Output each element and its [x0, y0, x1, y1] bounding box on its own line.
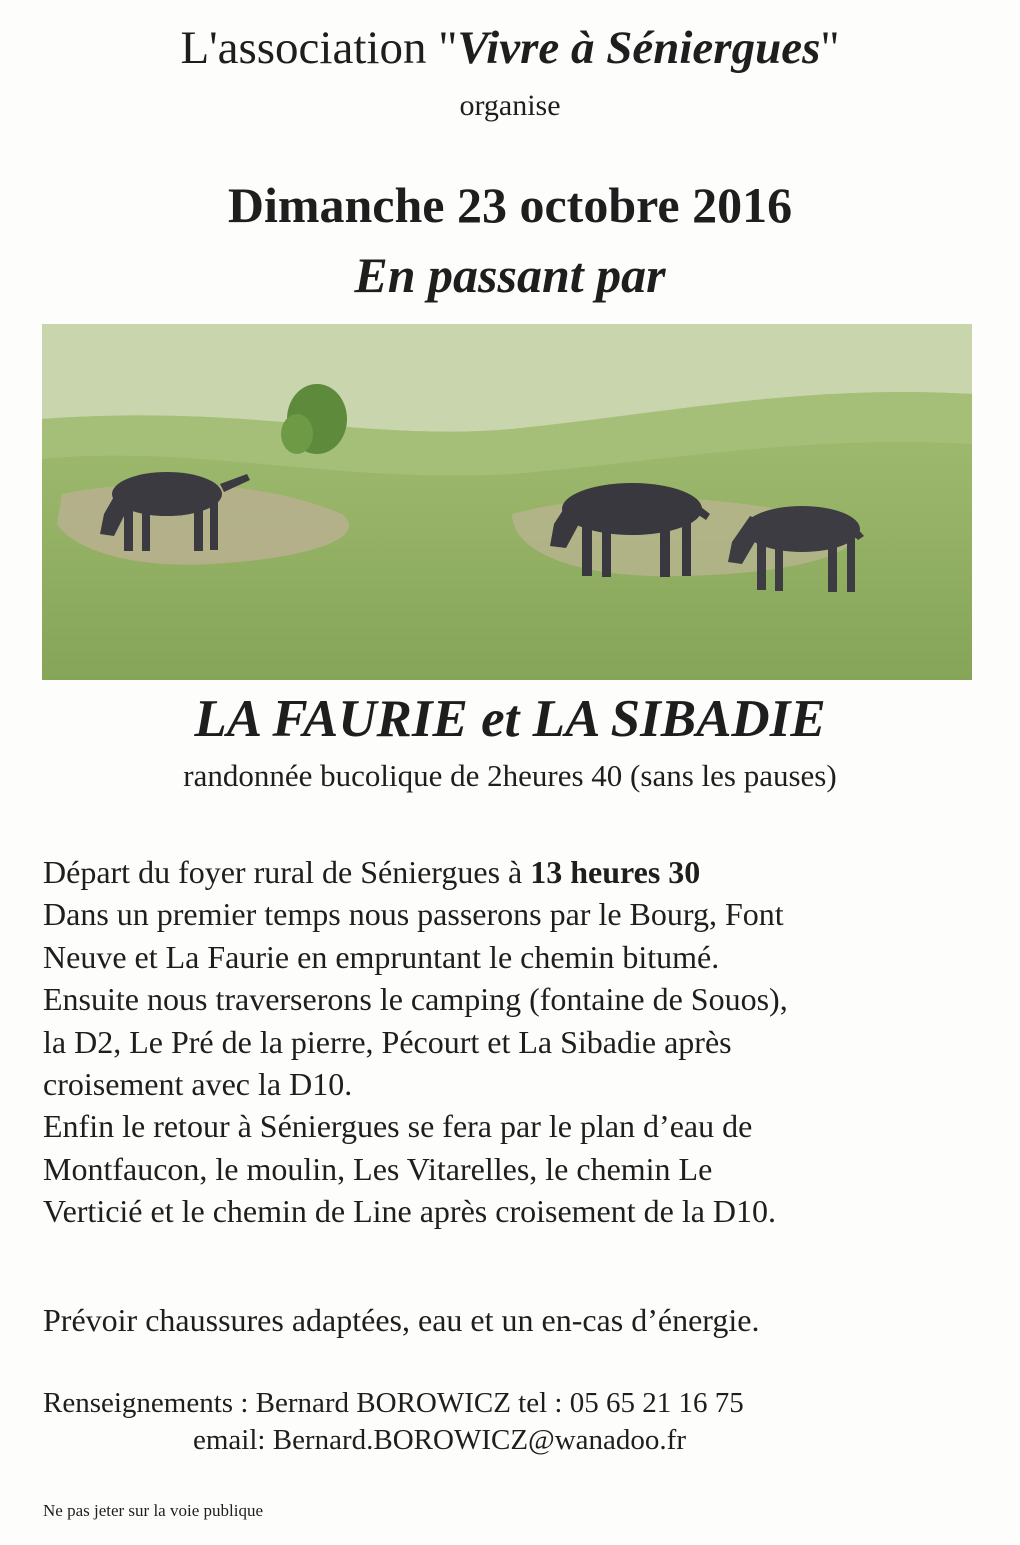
hike-description: randonnée bucolique de 2heures 40 (sans les pauses)	[183, 758, 837, 793]
details-line: Montfaucon, le moulin, Les Vitarelles, le chemin Le	[43, 1150, 713, 1187]
title-suffix: "	[820, 22, 840, 74]
equipment-advice: Prévoir chaussures adaptées, eau et un en-cas d’énergie.	[43, 1302, 760, 1338]
association-title	[0, 18, 1020, 78]
departure-text: Départ du foyer rural de Séniergues à	[43, 854, 531, 890]
contact-email: email: Bernard.BOROWICZ@wanadoo.fr	[193, 1424, 686, 1456]
contact-info: Renseignements : Bernard BOROWICZ tel : 05 65 21 16 75	[43, 1387, 744, 1419]
details-line: Enfin le retour à Séniergues se fera par le plan d’eau de	[43, 1108, 753, 1145]
donkeys-photo	[42, 324, 972, 680]
details-line: croisement avec la D10.	[43, 1065, 353, 1102]
details-line: Dans un premier temps nous passerons par le Bourg, Font	[43, 896, 784, 933]
details-line: Ensuite nous traverserons le camping (fontaine de Souos),	[43, 981, 788, 1018]
title-prefix: L'association "	[180, 22, 458, 74]
departure-time: 13 heures 30	[530, 854, 701, 890]
event-date: Dimanche 23 octobre 2016	[227, 177, 793, 233]
details-line: la D2, Le Pré de la pierre, Pécourt et La Sibadie après	[43, 1023, 732, 1060]
departure-line	[43, 851, 1003, 893]
bush-small	[281, 414, 313, 454]
details-line: Neuve et La Faurie en empruntant le chemin bitumé.	[43, 938, 720, 975]
footer-note: Ne pas jeter sur la voie publique	[43, 1501, 263, 1520]
details-line: Verticié et le chemin de Line après croisement de la D10.	[43, 1193, 777, 1230]
event-subtitle: En passant par	[354, 247, 666, 303]
hike-details	[43, 851, 1003, 1233]
association-name: Vivre à Séniergues	[457, 22, 821, 74]
organise-label: organise	[459, 89, 561, 122]
hike-places: LA FAURIE et LA SIBADIE	[194, 690, 826, 748]
